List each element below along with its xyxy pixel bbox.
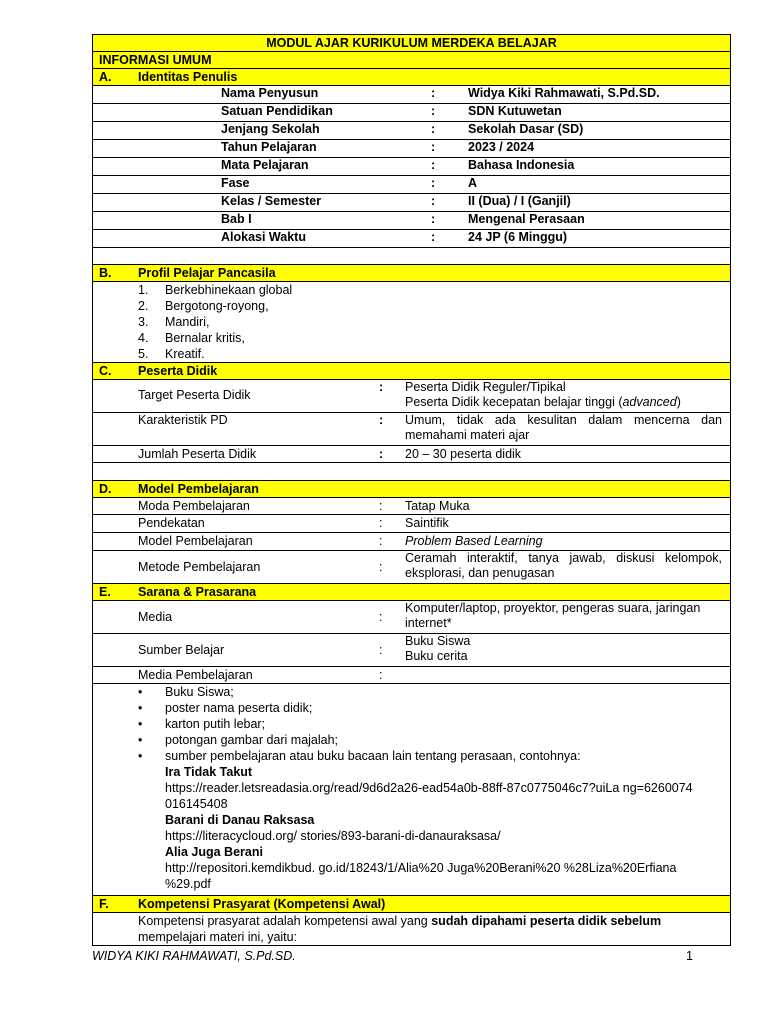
identity-value: Sekolah Dasar (SD) bbox=[468, 122, 584, 136]
book-title: Ira Tidak Takut bbox=[165, 765, 253, 779]
list-number: 5. bbox=[138, 347, 149, 361]
list-item bbox=[93, 346, 730, 362]
metode-row bbox=[93, 551, 730, 584]
target-value-line2a: Peserta Didik kecepatan belajar tinggi ( bbox=[405, 395, 623, 409]
identity-row bbox=[93, 158, 730, 176]
model-colon: : bbox=[379, 534, 383, 548]
target-colon: : bbox=[379, 380, 384, 394]
media-colon: : bbox=[379, 610, 383, 624]
model-value: Problem Based Learning bbox=[405, 534, 543, 548]
bullet-mark: • bbox=[138, 701, 143, 715]
identity-label: Satuan Pendidikan bbox=[221, 104, 333, 118]
book-title: Barani di Danau Raksasa bbox=[165, 813, 315, 827]
section-title: Profil Pelajar Pancasila bbox=[138, 265, 276, 280]
section-letter: C. bbox=[99, 363, 112, 378]
jumlah-row bbox=[93, 446, 730, 463]
identity-colon: : bbox=[431, 158, 436, 172]
model-row bbox=[93, 533, 730, 551]
info-umum-row bbox=[93, 52, 730, 69]
bullet-text: potongan gambar dari majalah; bbox=[165, 733, 339, 747]
list-text: Mandiri, bbox=[165, 315, 210, 329]
bullet-mark: • bbox=[138, 717, 143, 731]
media-pembelajaran-label: Media Pembelajaran bbox=[138, 668, 253, 682]
identity-colon: : bbox=[431, 212, 436, 226]
jumlah-value: 20 – 30 peserta didik bbox=[405, 447, 522, 461]
footer-author: WIDYA KIKI RAHMAWATI, S.Pd.SD. bbox=[92, 949, 296, 963]
sumber-row bbox=[93, 634, 730, 667]
target-value-line1: Peserta Didik Reguler/Tipikal bbox=[405, 380, 566, 394]
section-letter: D. bbox=[99, 481, 112, 496]
pendekatan-label: Pendekatan bbox=[138, 516, 205, 530]
bullet-item bbox=[93, 716, 730, 732]
section-letter: B. bbox=[99, 265, 112, 280]
list-text: Berkebhinekaan global bbox=[165, 283, 293, 297]
bullet-item bbox=[93, 700, 730, 716]
kompetensi-text-c: mempelajari materi ini, yaitu: bbox=[138, 930, 298, 944]
bullet-text: Buku Siswa; bbox=[165, 685, 234, 699]
sumber-colon: : bbox=[379, 643, 383, 657]
book-entry bbox=[93, 812, 730, 844]
identity-label: Nama Penyusun bbox=[221, 86, 319, 100]
bullet-mark: • bbox=[138, 685, 143, 699]
sumber-value-1: Buku Siswa bbox=[405, 634, 471, 648]
book-url[interactable]: https://reader.letsreadasia.org/read/9d6d2a26-ead54a0b-88ff-87c0775046c7?uiLa ng=6260074 016145408 bbox=[165, 781, 693, 811]
spacer-row bbox=[93, 463, 730, 481]
moda-colon: : bbox=[379, 499, 383, 513]
identity-row bbox=[93, 194, 730, 212]
section-d-header bbox=[93, 481, 730, 498]
list-number: 1. bbox=[138, 283, 149, 297]
pendekatan-row bbox=[93, 515, 730, 533]
section-c-header bbox=[93, 363, 730, 380]
book-url[interactable]: http://repositori.kemdikbud. go.id/18243/1/Alia%20 Juga%20Berani%20 %28Liza%20Erfiana %29.pdf bbox=[165, 861, 677, 891]
kompetensi-text-b: sudah dipahami peserta didik sebelum bbox=[431, 914, 662, 928]
bullet-item bbox=[93, 684, 730, 700]
list-item bbox=[93, 282, 730, 298]
book-title: Alia Juga Berani bbox=[165, 845, 263, 859]
pendekatan-colon: : bbox=[379, 516, 383, 530]
media-list bbox=[93, 684, 730, 896]
identity-colon: : bbox=[431, 122, 436, 136]
list-item bbox=[93, 298, 730, 314]
identity-colon: : bbox=[431, 194, 436, 208]
list-number: 2. bbox=[138, 299, 149, 313]
metode-value: Ceramah interaktif, tanya jawab, diskusi kelompok, eksplorasi, dan penugasan bbox=[405, 551, 722, 580]
kompetensi-text-a: Kompetensi prasyarat adalah kompetensi awal yang bbox=[138, 914, 432, 928]
identity-value: Bahasa Indonesia bbox=[468, 158, 575, 172]
bullet-text: poster nama peserta didik; bbox=[165, 701, 313, 715]
identity-value: 2023 / 2024 bbox=[468, 140, 535, 154]
bullet-text: sumber pembelajaran atau buku bacaan lain tentang perasaan, contohnya: bbox=[165, 749, 581, 763]
identity-colon: : bbox=[431, 86, 436, 100]
target-value bbox=[405, 380, 722, 410]
identity-value: A bbox=[468, 176, 478, 190]
identity-colon: : bbox=[431, 230, 436, 244]
karakteristik-row bbox=[93, 413, 730, 446]
bullet-item bbox=[93, 732, 730, 748]
identity-row bbox=[93, 104, 730, 122]
section-e-header bbox=[93, 584, 730, 601]
list-number: 3. bbox=[138, 315, 149, 329]
pendekatan-value: Saintifik bbox=[405, 516, 449, 530]
target-value-line2c: ) bbox=[676, 395, 681, 409]
book-entry bbox=[93, 844, 730, 892]
identity-row bbox=[93, 86, 730, 104]
info-umum-heading: INFORMASI UMUM bbox=[99, 52, 212, 67]
metode-label: Metode Pembelajaran bbox=[138, 560, 261, 574]
section-title: Model Pembelajaran bbox=[138, 481, 259, 496]
media-pembelajaran-row bbox=[93, 667, 730, 684]
sumber-label: Sumber Belajar bbox=[138, 643, 225, 657]
section-title: Peserta Didik bbox=[138, 363, 218, 378]
identity-label: Kelas / Semester bbox=[221, 194, 322, 208]
identity-row bbox=[93, 140, 730, 158]
list-text: Bernalar kritis, bbox=[165, 331, 245, 345]
book-entry bbox=[93, 764, 730, 812]
identity-colon: : bbox=[431, 176, 436, 190]
page-number: 1 bbox=[686, 949, 693, 963]
document-title: MODUL AJAR KURIKULUM MERDEKA BELAJAR bbox=[266, 35, 557, 50]
spacer-row bbox=[93, 248, 730, 265]
karakteristik-colon: : bbox=[379, 413, 384, 427]
identity-value: II (Dua) / I (Ganjil) bbox=[468, 194, 571, 208]
list-number: 4. bbox=[138, 331, 149, 345]
section-title: Kompetensi Prasyarat (Kompetensi Awal) bbox=[138, 896, 386, 911]
section-letter: A. bbox=[99, 69, 112, 84]
media-label: Media bbox=[138, 610, 173, 624]
identity-label: Jenjang Sekolah bbox=[221, 122, 320, 136]
bullet-item bbox=[93, 748, 730, 764]
section-title: Sarana & Prasarana bbox=[138, 584, 257, 599]
section-b-header bbox=[93, 265, 730, 282]
karakteristik-label: Karakteristik PD bbox=[138, 413, 228, 427]
moda-row bbox=[93, 498, 730, 515]
target-label: Target Peserta Didik bbox=[138, 388, 251, 402]
identity-colon: : bbox=[431, 140, 436, 154]
kompetensi-row bbox=[93, 913, 730, 945]
model-label: Model Pembelajaran bbox=[138, 534, 253, 548]
media-row bbox=[93, 601, 730, 634]
identity-value: Widya Kiki Rahmawati, S.Pd.SD. bbox=[468, 86, 660, 100]
moda-label: Moda Pembelajaran bbox=[138, 499, 250, 513]
section-a-header bbox=[93, 69, 730, 86]
sumber-value-2: Buku cerita bbox=[405, 649, 468, 663]
target-row bbox=[93, 380, 730, 413]
media-value: Komputer/laptop, proyektor, pengeras suara, jaringan internet* bbox=[405, 601, 701, 630]
section-title: Identitas Penulis bbox=[138, 69, 238, 84]
target-value-line2b: advanced bbox=[622, 395, 677, 409]
identity-value: SDN Kutuwetan bbox=[468, 104, 562, 118]
document-title-row bbox=[93, 35, 730, 52]
bullet-mark: • bbox=[138, 749, 143, 763]
book-url[interactable]: https://literacycloud.org/ stories/893-barani-di-danauraksasa/ bbox=[165, 829, 501, 843]
identity-label: Tahun Pelajaran bbox=[221, 140, 317, 154]
list-text: Kreatif. bbox=[165, 347, 205, 361]
identity-label: Fase bbox=[221, 176, 250, 190]
sumber-value bbox=[405, 634, 722, 664]
module-document bbox=[92, 34, 731, 946]
section-letter: F. bbox=[99, 896, 109, 911]
bullet-mark: • bbox=[138, 733, 143, 747]
karakteristik-value: Umum, tidak ada kesulitan dalam mencerna dan memahami materi ajar bbox=[405, 413, 722, 442]
media-pembelajaran-colon: : bbox=[379, 668, 383, 682]
bullet-text: karton putih lebar; bbox=[165, 717, 266, 731]
section-f-header bbox=[93, 896, 730, 913]
list-text: Bergotong-royong, bbox=[165, 299, 269, 313]
identity-label: Mata Pelajaran bbox=[221, 158, 309, 172]
identity-row bbox=[93, 212, 730, 230]
identity-value: 24 JP (6 Minggu) bbox=[468, 230, 568, 244]
identity-row bbox=[93, 230, 730, 248]
kompetensi-text bbox=[138, 913, 661, 945]
identity-row bbox=[93, 176, 730, 194]
moda-value: Tatap Muka bbox=[405, 499, 470, 513]
jumlah-colon: : bbox=[379, 447, 384, 461]
list-item bbox=[93, 330, 730, 346]
metode-colon: : bbox=[379, 560, 383, 574]
identity-colon: : bbox=[431, 104, 436, 118]
section-letter: E. bbox=[99, 584, 111, 599]
identity-label: Bab I bbox=[221, 212, 252, 226]
identity-value: Mengenal Perasaan bbox=[468, 212, 585, 226]
jumlah-label: Jumlah Peserta Didik bbox=[138, 447, 257, 461]
list-item bbox=[93, 314, 730, 330]
profil-list bbox=[93, 282, 730, 363]
identity-row bbox=[93, 122, 730, 140]
identity-label: Alokasi Waktu bbox=[221, 230, 306, 244]
